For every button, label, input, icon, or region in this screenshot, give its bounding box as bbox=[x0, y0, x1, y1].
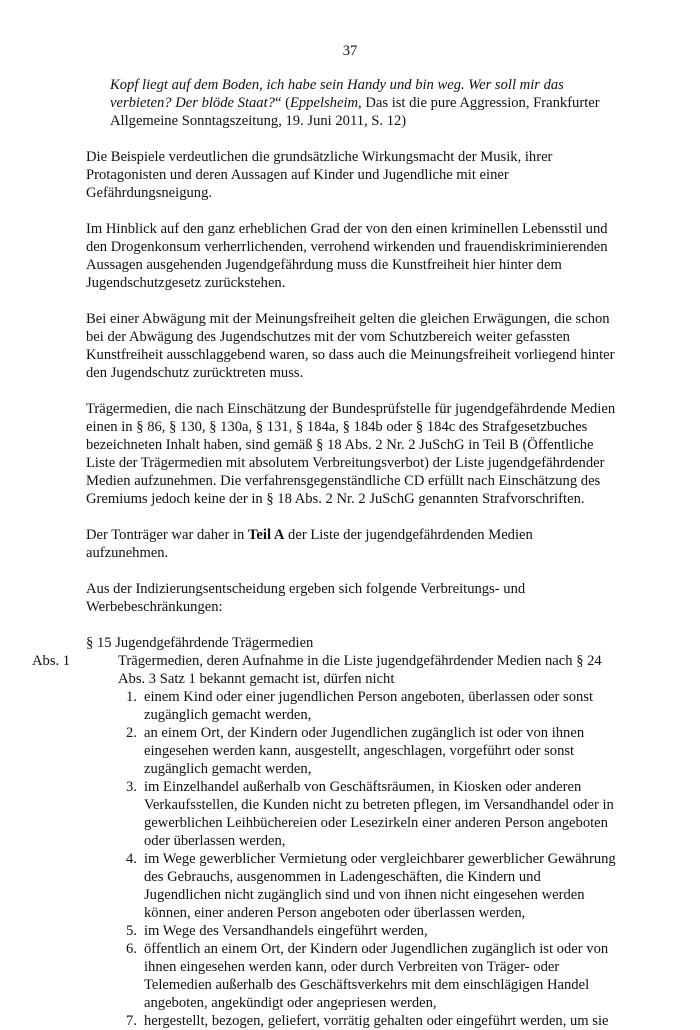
item-number: 6. bbox=[126, 941, 137, 957]
document-body bbox=[32, 76, 616, 1030]
conclusion-bold: Teil A bbox=[248, 527, 285, 543]
paragraph-art-freedom: Im Hinblick auf den ganz erheblichen Grad der von den einen kriminellen Lebensstil und den Drogenkonsum verherrlichenden, verrohend wirkenden und frauendiskriminierenden Aussagen ausgehenden Jugendgefährdung muss die Kunstfreiheit hier hinter dem Jugendschutzgesetz zurückstehen. bbox=[86, 221, 608, 291]
item-text: im Wege des Versandhandels eingeführt werden, bbox=[144, 923, 428, 939]
paragraph-list-part-b: Trägermedien, die nach Einschätzung der Bundesprüfstelle für jugendgefährdende Medien einen in § 86, § 130, § 130a, § 131, § 184a, § 184b oder § 184c des Strafgesetzbuches bezeichneten Inhalt haben, sind gemäß § 18 Abs. 2 Nr. 2 JuSchG in Teil B (Öffentliche Liste der Trägermedien mit absolutem Verbreitungsverbot) der Liste jugendgefährdender Medien aufzunehmen. Die verfahrensgegenständliche CD erfüllt nach Einschätzung des Gremiums jedoch keine der in § 18 Abs. 2 Nr. 2 JuSchG genannten Strafvorschriften. bbox=[86, 401, 616, 507]
item-number: 5. bbox=[126, 923, 137, 939]
item-number: 2. bbox=[126, 725, 137, 741]
paragraph-restrictions-intro: Aus der Indizierungsentscheidung ergeben sich folgende Verbreitungs- und Werbebeschränkungen: bbox=[86, 581, 526, 615]
conclusion-after: der Liste der jugendgefährdenden Medien aufzunehmen. bbox=[86, 527, 533, 561]
item-text: an einem Ort, der Kindern oder Jugendlichen zugänglich ist oder von ihnen eingesehen werden kann, ausgestellt, angeschlagen, vorgeführt oder sonst zugänglich gemacht werden, bbox=[144, 725, 585, 777]
list-item bbox=[126, 922, 616, 940]
list-item bbox=[126, 850, 616, 922]
page-number: 37 bbox=[342, 43, 358, 59]
item-text: einem Kind oder einer jugendlichen Person angeboten, überlassen oder sonst zugänglich gemacht werden, bbox=[144, 689, 594, 723]
list-item bbox=[126, 724, 616, 778]
list-item bbox=[126, 778, 616, 850]
abs-label: Abs. 1 bbox=[32, 653, 71, 669]
item-number: 3. bbox=[126, 779, 137, 795]
paragraph-conclusion bbox=[86, 526, 616, 562]
quote-block bbox=[110, 76, 616, 130]
list-item bbox=[126, 940, 616, 1012]
item-text: öffentlich an einem Ort, der Kindern oder Jugendlichen zugänglich ist oder von ihnen eingesehen werden kann, oder durch Verbreiten von Träger- oder Telemedien außerhalb des Geschäftsverkehrs mit dem einschlägigen Handel angeboten, angekündigt oder angepriesen werden, bbox=[144, 941, 609, 1011]
quote-author: Eppelsheim bbox=[289, 95, 359, 111]
list-item bbox=[126, 1012, 616, 1030]
quote-closing-mark: “ ( bbox=[274, 95, 290, 111]
conclusion-before: Der Tonträger war daher in bbox=[86, 527, 249, 543]
item-number: 7. bbox=[126, 1013, 137, 1029]
item-text: hergestellt, bezogen, geliefert, vorrätig gehalten oder eingeführt werden, um sie bbox=[144, 1013, 609, 1029]
paragraph-examples: Die Beispiele verdeutlichen die grundsätzliche Wirkungsmacht der Musik, ihrer Protagonisten und deren Aussagen auf Kinder und Jugendliche mit einer Gefährdungsneigung. bbox=[86, 149, 553, 201]
law-section-title: § 15 Jugendgefährdende Trägermedien bbox=[86, 635, 314, 651]
law-paragraph-1-text bbox=[32, 652, 616, 688]
list-item bbox=[126, 688, 616, 724]
law-item-list bbox=[86, 688, 616, 1030]
item-number: 1. bbox=[126, 689, 137, 705]
law-paragraph-1 bbox=[32, 652, 616, 688]
paragraph-freedom-of-opinion: Bei einer Abwägung mit der Meinungsfreiheit gelten die gleichen Erwägungen, die schon bei der Abwägung des Jugendschutzes mit der vom Schutzbereich weiter gefassten Kunstfreiheit ausschlaggebend waren, so dass auch die Meinungsfreiheit vorliegend hinter den Jugendschutz zurücktreten muss. bbox=[86, 311, 615, 381]
quote-italic: Kopf liegt auf dem Boden, ich habe sein Handy und bin weg. Wer soll mir das verbieten? Der blöde Staat? bbox=[110, 77, 564, 111]
abs-text: Trägermedien, deren Aufnahme in die Liste jugendgefährdender Medien nach § 24 Abs. 3 Satz 1 bekannt gemacht ist, dürfen nicht bbox=[118, 653, 602, 687]
item-text: im Einzelhandel außerhalb von Geschäftsräumen, in Kiosken oder anderen Verkaufsstellen, die Kunden nicht zu betreten pflegen, im Versandhandel oder in gewerblichen Leihbüchereien oder Lesezirkeln einer anderen Person angeboten oder überlassen werden, bbox=[144, 779, 614, 849]
quote-source: , Das ist die pure Aggression, Frankfurter Allgemeine Sonntagszeitung, 19. Juni 2011, S. 12) bbox=[110, 95, 600, 129]
item-text: im Wege gewerblicher Vermietung oder vergleichbarer gewerblicher Gewährung des Gebrauchs, ausgenommen in Ladengeschäften, die Kindern und Jugendlichen nicht zugänglich sind und von ihnen nicht eingesehen werden können, einer anderen Person angeboten oder überlassen werden, bbox=[144, 851, 616, 921]
item-number: 4. bbox=[126, 851, 137, 867]
